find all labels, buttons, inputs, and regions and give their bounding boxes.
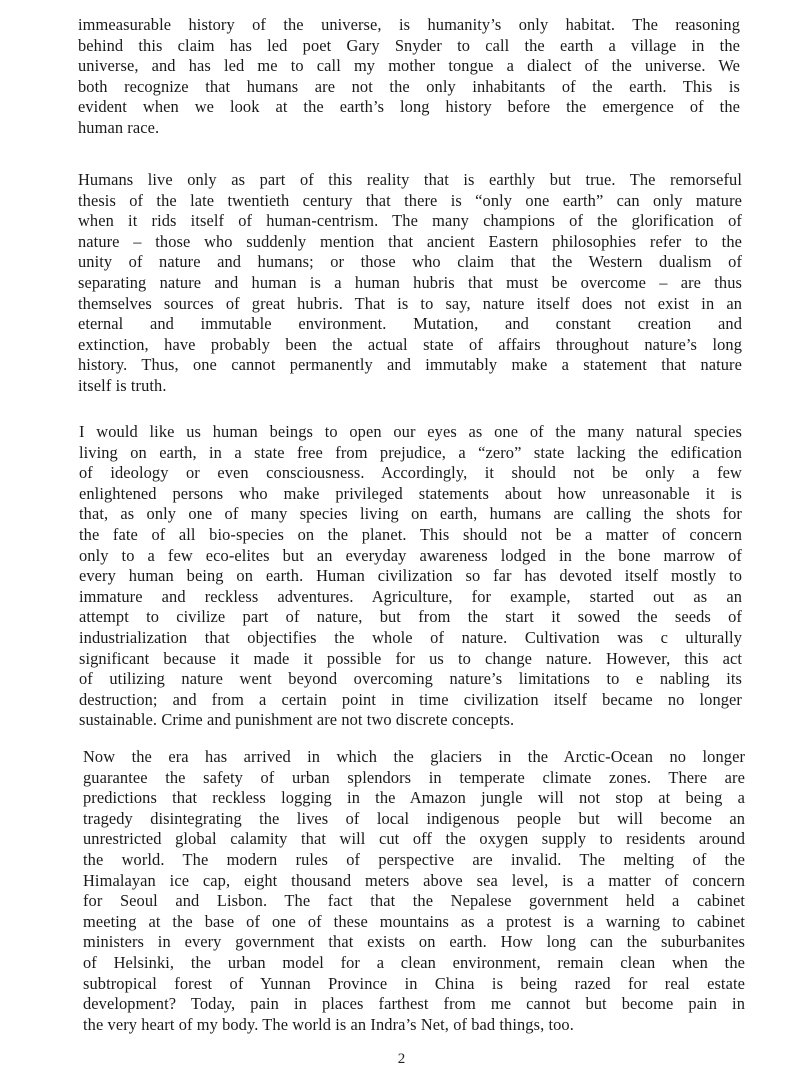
text-line: eternal and immutable environment. Mutation, and constant creation and bbox=[78, 314, 742, 334]
text-line: unity of nature and humans; or those who claim that the Western dualism of bbox=[78, 252, 742, 272]
paragraph-2 bbox=[78, 170, 742, 397]
paragraph-4 bbox=[83, 747, 745, 1035]
text-line: guarantee the safety of urban splendors in temperate climate zones. There are bbox=[83, 767, 745, 787]
text-line: ministers in every government that exists on earth. How long can the suburbanites bbox=[83, 932, 745, 952]
text-line: both recognize that humans are not the only inhabitants of the earth. This is bbox=[78, 76, 740, 96]
text-line: human race. bbox=[78, 117, 160, 137]
page-number: 2 bbox=[397, 1051, 406, 1067]
text-line: industrialization that objectifies the whole of nature. Cultivation was c ulturally bbox=[79, 627, 742, 647]
text-line: of ideology or even consciousness. Accordingly, it should not be only a few bbox=[79, 463, 742, 483]
text-line: living on earth, in a state free from prejudice, a “zero” state lacking the edification bbox=[79, 442, 742, 462]
text-line: immature and reckless adventures. Agriculture, for example, started out as an bbox=[79, 586, 742, 606]
text-line: subtropical forest of Yunnan Province in China is being razed for real estate bbox=[83, 973, 745, 993]
text-line: of utilizing nature went beyond overcoming nature’s limitations to e nabling its bbox=[79, 669, 742, 689]
text-line: significant because it made it possible for us to change nature. However, this act bbox=[79, 648, 742, 668]
text-line: that, as only one of many species living on earth, humans are calling the shots for bbox=[79, 504, 742, 524]
text-line: of Helsinki, the urban model for a clean environment, remain clean when the bbox=[83, 952, 745, 972]
text-line: evident when we look at the earth’s long history before the emergence of the bbox=[78, 97, 740, 117]
text-line: the world. The modern rules of perspective are invalid. The melting of the bbox=[83, 849, 745, 869]
text-line: only to a few eco-elites but an everyday awareness lodged in the bone marrow of bbox=[79, 545, 742, 565]
paragraph-3 bbox=[79, 422, 742, 731]
text-line: for Seoul and Lisbon. The fact that the Nepalese government held a cabinet bbox=[83, 891, 745, 911]
text-line: when it rids itself of human-centrism. The many champions of the glorification of bbox=[78, 211, 742, 231]
text-line: destruction; and from a certain point in time civilization itself became no longer bbox=[79, 689, 742, 709]
text-line: I would like us human beings to open our eyes as one of the many natural species bbox=[79, 422, 742, 441]
text-line: thesis of the late twentieth century that there is “only one earth” can only mature bbox=[78, 190, 742, 210]
text-line: development? Today, pain in places farthest from me cannot but become pain in bbox=[83, 994, 745, 1014]
text-line: the fate of all bio-species on the planet. This should not be a matter of concern bbox=[79, 524, 742, 544]
text-line: Himalayan ice cap, eight thousand meters above sea level, is a matter of concern bbox=[83, 870, 745, 890]
text-line: history. Thus, one cannot permanently and immutably make a statement that nature bbox=[78, 355, 742, 375]
text-line: Humans live only as part of this reality that is earthly but true. The remorseful bbox=[78, 170, 742, 189]
paragraph-1 bbox=[78, 15, 740, 139]
text-line: Now the era has arrived in which the glaciers in the Arctic-Ocean no longer bbox=[83, 747, 745, 766]
text-line: itself is truth. bbox=[78, 375, 167, 395]
text-line: tragedy disintegrating the lives of local indigenous people but will become an bbox=[83, 808, 745, 828]
text-line: the very heart of my body. The world is an Indra’s Net, of bad things, too. bbox=[83, 1014, 574, 1034]
text-line: behind this claim has led poet Gary Snyder to call the earth a village in the bbox=[78, 35, 740, 55]
text-line: predictions that reckless logging in the Amazon jungle will not stop at being a bbox=[83, 788, 745, 808]
text-line: immeasurable history of the universe, is humanity’s only habitat. The reasoning bbox=[78, 15, 740, 34]
text-line: unrestricted global calamity that will cut off the oxygen supply to residents around bbox=[83, 829, 745, 849]
text-line: nature – those who suddenly mention that ancient Eastern philosophies refer to the bbox=[78, 231, 742, 251]
text-line: themselves sources of great hubris. That is to say, nature itself does not exist in an bbox=[78, 293, 742, 313]
text-line: separating nature and human is a human hubris that must be overcome – are thus bbox=[78, 272, 742, 292]
text-line: meeting at the base of one of these mountains as a protest is a warning to cabinet bbox=[83, 911, 745, 931]
text-line: enlightened persons who make privileged statements about how unreasonable it is bbox=[79, 483, 742, 503]
text-line: universe, and has led me to call my mother tongue a dialect of the universe. We bbox=[78, 56, 740, 76]
text-line: every human being on earth. Human civilization so far has devoted itself mostly to bbox=[79, 566, 742, 586]
text-line: attempt to civilize part of nature, but from the start it sowed the seeds of bbox=[79, 607, 742, 627]
text-line: sustainable. Crime and punishment are not two discrete concepts. bbox=[79, 710, 515, 730]
text-line: extinction, have probably been the actual state of affairs throughout nature’s long bbox=[78, 334, 742, 354]
